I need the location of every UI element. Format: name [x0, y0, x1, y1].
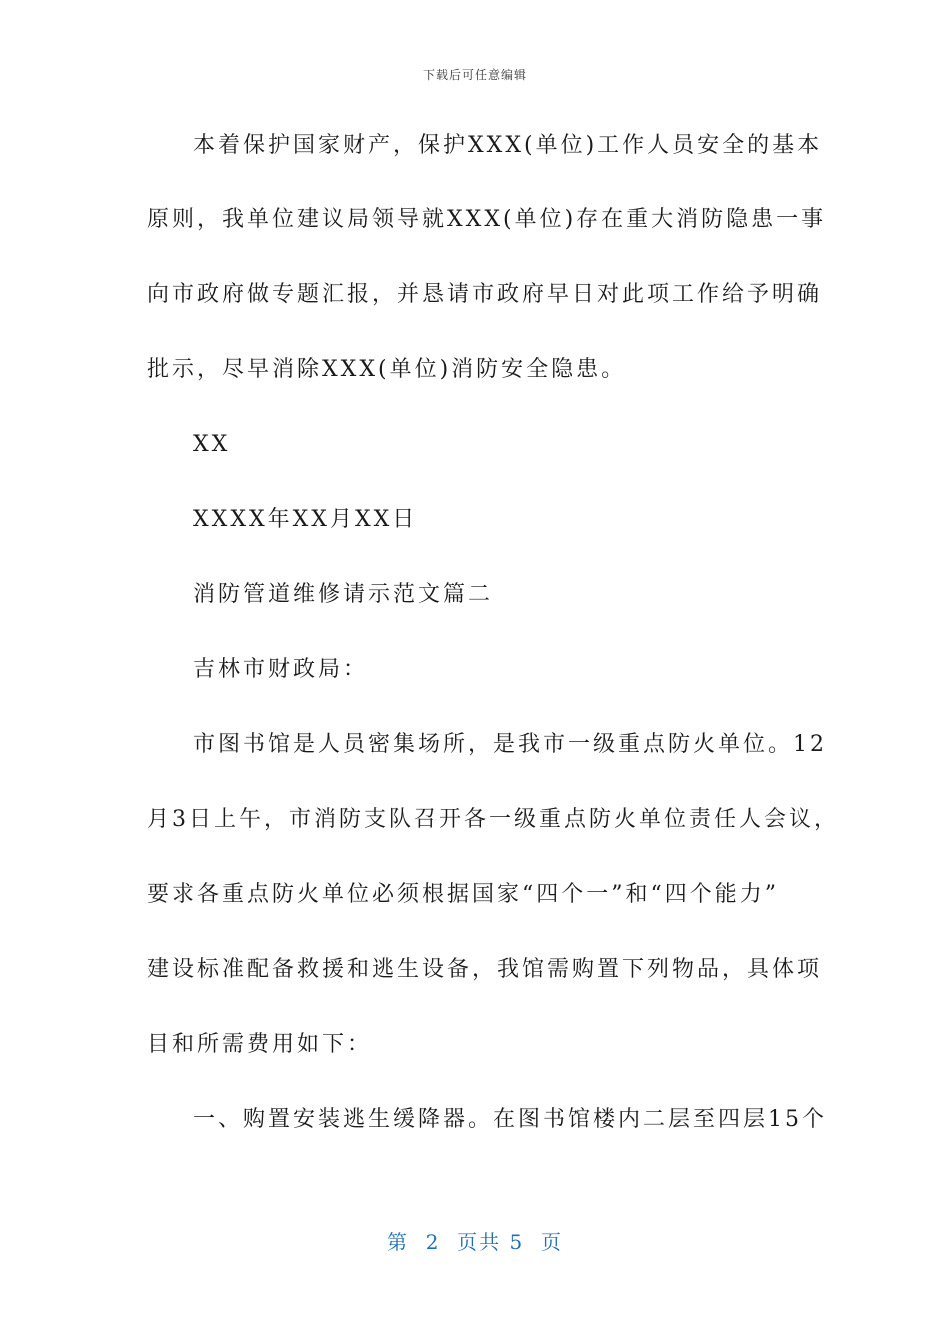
signature-date: XXXX年XX月XX日 — [193, 507, 418, 532]
body-line: 原则，我单位建议局领导就XXX(单位)存在重大消防隐患一事 — [147, 207, 827, 232]
body-line: 一、购置安装逃生缓降器。在图书馆楼内二层至四层15个 — [193, 1107, 827, 1132]
body-line: 向市政府做专题汇报，并恳请市政府早日对此项工作给予明确 — [147, 282, 823, 307]
body-line: 要求各重点防火单位必须根据国家“四个一”和“四个能力” — [147, 882, 779, 907]
page-footer: 第 2 页共 5 页 — [387, 1230, 563, 1254]
body-line: 目和所需费用如下： — [147, 1032, 373, 1057]
signature-unit: XX — [193, 432, 231, 457]
body-line: 建设标准配备救援和逃生设备，我馆需购置下列物品，具体项 — [147, 957, 823, 982]
header-note: 下载后可任意编辑 — [422, 68, 527, 82]
section-title: 消防管道维修请示范文篇二 — [193, 582, 494, 607]
body-line: 本着保护国家财产，保护XXX(单位)工作人员安全的基本 — [193, 133, 823, 158]
body-line: 批示，尽早消除XXX(单位)消防安全隐患。 — [147, 357, 627, 382]
body-line: 月3日上午，市消防支队召开各一级重点防火单位责任人会议， — [147, 807, 839, 832]
addressee: 吉林市财政局： — [193, 657, 369, 682]
body-line: 市图书馆是人员密集场所，是我市一级重点防火单位。12 — [193, 732, 827, 757]
